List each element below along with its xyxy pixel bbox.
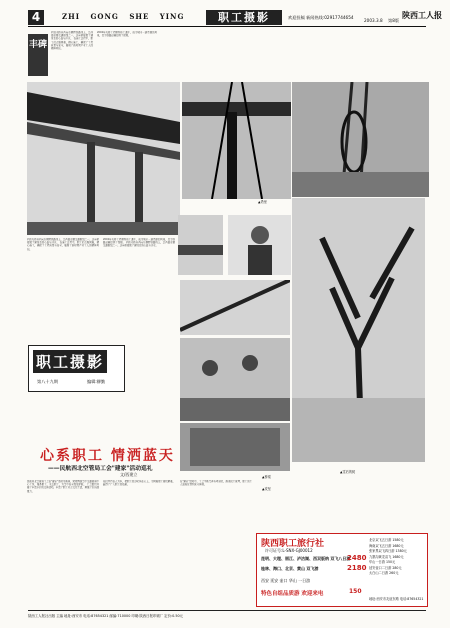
pinyin-title [62,12,184,21]
issue-date: 2003.3.8 [364,18,383,23]
ad-title: 陕西职工旅行社 [261,539,325,549]
travel-ad [256,533,428,607]
series-logo [28,345,125,392]
series-editor: 编辑:柳勤 [87,379,106,384]
climbing-drawing [180,280,290,335]
photo-tower [182,82,291,199]
ad-line-4: 特色自组品质游 欢迎来电 [261,591,324,597]
photo-workers-beam [178,215,223,275]
feature-headline: 心系职工 情洒蓝天 [40,448,175,464]
ad-list-item: 太白山二日游 260元 [369,571,399,575]
footer: 陕西工人报社出版 主编 地址:西安市 电话:87654321 邮编:710000 印刷:陕西日报印刷厂 定价:0.50元 [28,610,426,618]
lead-paragraph-1: 西铁天桥自西向东横跨铁路线上，是西部重要交通枢纽之一。这座桥凝聚了建设者的心血与汗水。 [51,31,93,41]
photo-bridge-underside [27,82,180,235]
caption-tree: ▲雪后的树 [340,470,356,474]
caption-bridge: ▲桥梁 [262,475,271,479]
lead-column-3-text-b: 在施工过程中，职工们克服困难，精心施工，确保了工程质量与安全，展现了新时期产业工人的精神风貌。 [27,241,99,251]
ad-right-list [369,538,423,588]
feature-paragraph-2: 工会组织开展了丰富多彩的文体活动，丰富了职工业余文化生活，增强了队伍凝聚力。 [27,483,99,493]
feature-subtitle: ——民航西北空管局工会"建家"活动巡礼 [48,466,153,472]
group-drawing [180,338,290,421]
ad-price-4: 150 [349,588,362,595]
header-bar [28,10,442,27]
page-number: 4 [28,10,44,25]
pinyin-2: GONG [90,12,119,21]
ad-license: 许可证号:L-SNX-GJ00012 [265,548,313,553]
section-title: 职工摄影 [206,10,282,25]
ad-list-item: 张家界双飞四日游 1380元 [369,549,407,553]
steel-drawing [180,423,290,471]
ad-list-item: 九寨沟黄龙双飞 1680元 [369,554,404,559]
lead-column-4 [103,238,175,343]
ad-line-2: 桂林、海口、北京、黄山 双飞游 [261,566,319,571]
lead-badge: 丰碑 [28,34,48,76]
pinyin-3: SHE [129,12,150,21]
ad-price-2: 2180 [347,564,367,572]
helmet-drawing [228,215,291,275]
ad-list-item: 延安壶口二日游 280元 [369,565,402,570]
series-issue: 第八十九期 [37,379,58,384]
feature-column-1 [27,480,99,605]
edition: 第8版 [388,18,400,23]
lead-paragraph-3: 2002年天桥工程顺利竣工通车，成为城市一道亮丽的风景，也为铁路运输提供了保障。 [97,31,157,38]
feature-byline: 文/西建立 [120,472,138,477]
lead-column-3 [27,238,99,343]
feature-paragraph-3: 他们坚持以人为本，把职工的冷暖挂在心上，为困难职工排忧解难，赢得了广大职工的信赖。 [103,480,175,487]
feature-paragraph-1: 民航西北空管局工会以"建家"活动为载体，紧紧围绕空中交通管制中心工作，服务职工、关爱职工，为空中安全保驾护航。 [27,480,99,487]
caption-work: ▲攻坚 [262,487,271,491]
bridge-drawing [27,82,180,235]
hotline: 欢迎投稿 新闻热线:02917744654 [288,15,354,20]
tree-drawing [292,198,425,462]
feature-paragraph-4: 在"建家"活动中，工会不断完善各项制度，推进民主管理，职工的主人翁地位得到充分体现。 [180,480,252,487]
ad-price-1: 2480 [347,554,367,562]
photo-tree-snow [292,198,425,462]
photo-steel-wall [180,423,290,471]
tower-drawing [182,82,291,199]
ad-list-item: 北京双飞五日游 1580元 [369,538,404,542]
ad-list-item: 海南双飞五日游 1680元 [369,543,404,548]
cable-drawing [292,82,429,197]
series-title: 职工摄影 [33,350,107,373]
feature-column-2 [103,480,175,605]
photo-cable [292,82,429,197]
ad-address: 地址:西安市友谊东路 电话:87654321 [369,597,424,601]
pinyin-4: YING [159,12,185,21]
photo-workers-group [180,338,290,421]
paper-name: 陕西工人报 [402,10,442,20]
beam-drawing [178,215,223,275]
lead-paragraph-2: 在施工过程中，职工们克服困难，精心施工，确保了工程质量与安全，展现了新时期产业工人的精神风貌。 [51,37,93,51]
ad-line-3: 西安 延安 壶口 华山 一日游 [261,578,311,583]
lead-column-4-text-b: 西铁天桥自西向东横跨铁路线上，是西部重要交通枢纽之一。这座桥凝聚了建设者的心血与汗水。 [103,241,175,248]
caption-tower: ▲塔里 [258,200,267,204]
lead-column-4-text-a: 2002年天桥工程顺利竣工通车，成为城市一道亮丽的风景，也为铁路运输提供了保障。 [103,238,175,245]
pinyin-1: ZHI [62,12,80,21]
photo-worker-helmet [228,215,291,275]
photo-climbing [180,280,290,335]
feature-column-3 [180,480,252,605]
ad-list-item: 华山一日游 150元 [369,560,396,564]
ad-line-1: 昆明、大理、丽江、泸沽湖、西双版纳 双飞八日游 [261,556,351,561]
lead-column-3-text-a: 西铁天桥自西向东横跨铁路线上，是西部重要交通枢纽之一。这座桥凝聚了建设者的心血与汗水。 [27,238,99,245]
